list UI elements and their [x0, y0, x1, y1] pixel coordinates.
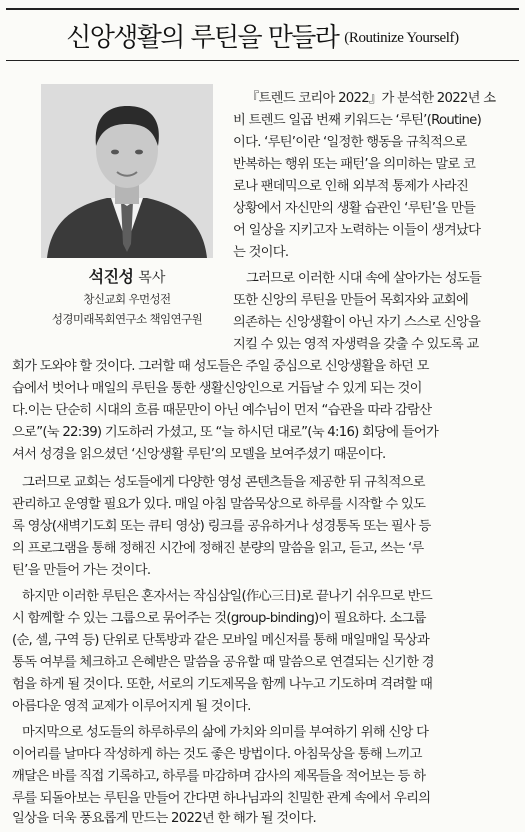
- text-line: 하지만 이러한 루틴은 혼자서는 작심삼일(作心三日)로 끝나기 쉬우므로 반드: [22, 589, 432, 604]
- text-line: (순, 셀, 구역 등) 단위로 단톡방과 같은 모바일 메신저를 통해 매일매일 묵상과: [12, 633, 429, 648]
- text-line: 상황에서 자신만의 생활 습관인 ‘루틴’을 만들: [233, 201, 476, 216]
- text-line: 는 것이다.: [233, 245, 289, 260]
- author-box: [36, 84, 218, 327]
- headline-subtitle: (Routinize Yourself): [344, 29, 459, 46]
- text-line: 『트렌드 코리아 2022』가 분석한 2022년 소: [246, 91, 496, 106]
- text-line: 루를 되돌아보는 루틴을 만들어 간다면 하나님과의 친밀한 관계 속에서 우리의: [12, 791, 431, 806]
- text-line: 습에서 벗어나 매일의 루틴을 통한 생활신앙인으로 거듭날 수 있게 되는 것이: [12, 381, 422, 396]
- text-line: 의존하는 신앙생활이 아닌 자기 스스로 신앙을: [233, 315, 481, 330]
- text-line: 험을 하게 될 것이다. 또한, 서로의 기도제목을 함께 나누고 기도하며 격려할 때: [12, 677, 433, 692]
- text-line: 그러므로 교회는 성도들에게 다양한 영성 콘텐츠들을 제공한 뒤 규칙적으로: [22, 475, 425, 490]
- text-line: 관리하고 운영할 필요가 있다. 매일 아침 말씀묵상으로 하루를 시작할 수 있도: [12, 497, 426, 512]
- headline-title: 신앙생활의 루틴을 만들라: [66, 22, 339, 53]
- text-line: 아름다운 영적 교제가 이루어지게 될 것이다.: [12, 699, 251, 714]
- headline-bar: [6, 8, 519, 61]
- text-line: 으로”(눅 22:39) 기도하러 가셨고, 또 “늘 하시던 대로”(눅 4:16) 회당에 들어가: [12, 425, 439, 440]
- text-line: 셔서 성경을 읽으셨던 ‘신앙생활 루틴’의 모델을 보여주셨기 때문이다.: [12, 447, 386, 462]
- text-line: 반복하는 행위 또는 패턴’을 의미하는 말로 코: [233, 157, 476, 172]
- author-affiliation-1: 창신교회 우먼성전: [83, 292, 171, 306]
- author-title: 목사: [138, 270, 166, 286]
- text-line: 어 일상을 지키고자 노력하는 이들이 생겨났다: [233, 223, 481, 238]
- author-name: 석진성: [88, 267, 134, 286]
- text-line: 틴’을 만들어 가는 것이다.: [12, 563, 151, 578]
- text-line: 그러므로 이러한 시대 속에 살아가는 성도들: [246, 271, 482, 286]
- text-line: 지킬 수 있는 영적 자생력을 갖출 수 있도록 교: [233, 337, 479, 352]
- text-line: 회가 도와야 할 것이다. 그러할 때 성도들은 주일 중심으로 신앙생활을 하던 모: [12, 359, 429, 374]
- text-line: 이어리를 날마다 작성하게 하는 것도 좋은 방법이다. 아침묵상을 통해 느끼고: [12, 747, 422, 762]
- author-portrait: [41, 84, 213, 258]
- text-line: 깨달은 바를 직접 기록하고, 하루를 마감하며 감사의 제목들을 적어보는 등 하: [12, 769, 426, 784]
- text-line: 로나 팬데믹으로 인해 외부적 통제가 사라진: [233, 179, 469, 194]
- text-line: 마지막으로 성도들의 하루하루의 삶에 가치와 의미를 부여하기 위해 신앙 다: [22, 725, 429, 740]
- author-affiliation-2: 성경미래목회연구소 책임연구원: [51, 312, 203, 326]
- text-line: 시 함께할 수 있는 그룹으로 묶어주는 것(group-binding)이 필요하다. 소그룹: [12, 611, 426, 626]
- text-line: 비 트렌드 일곱 번째 키워드는 ‘루틴’(Routine): [233, 113, 482, 128]
- author-photo: [41, 84, 213, 258]
- text-line: 다.이는 단순히 시대의 흐름 때문만이 아닌 예수님이 먼저 “습관을 따라 감람산: [12, 403, 432, 418]
- text-line: 의 프로그램을 통해 정해진 시간에 정해진 분량의 말씀을 읽고, 듣고, 쓰는 ‘루: [12, 541, 424, 556]
- text-line: 일상을 더욱 풍요롭게 만드는 2022년 한 해가 될 것이다.: [12, 811, 317, 826]
- text-line: 통독 여부를 체크하고 은혜받은 말씀을 공유할 때 말씀으로 연결되는 신기한 경: [12, 655, 434, 670]
- text-line: 또한 신앙의 루틴을 만들어 목회자와 교회에: [233, 293, 469, 308]
- text-line: 록 영상(새벽기도회 또는 큐티 영상) 링크를 공유하거나 성경통독 또는 필사 등: [12, 519, 431, 534]
- text-line: 이다. ‘루틴’이란 ‘일정한 행동을 규칙적으로: [233, 135, 467, 150]
